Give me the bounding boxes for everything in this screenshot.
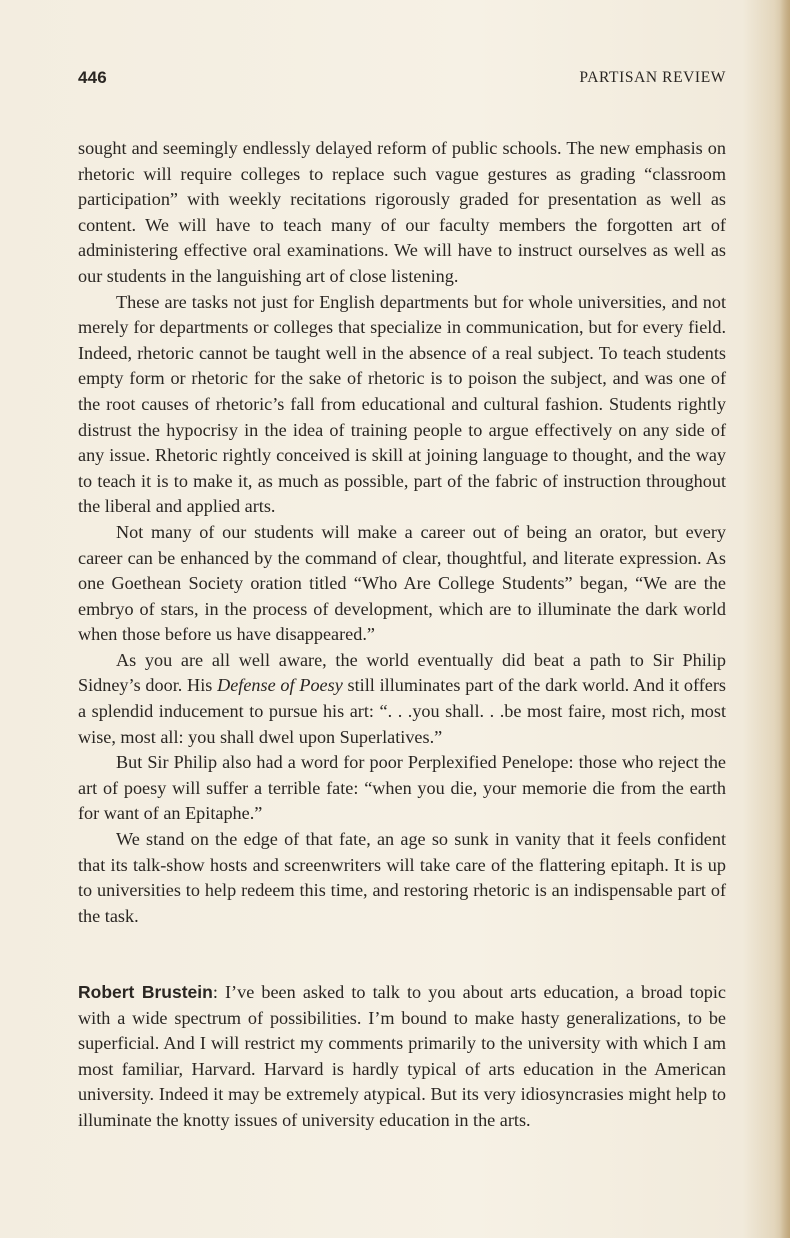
paragraph-3: Not many of our students will make a career out of being an orator, but every career can be enhanced by the command of clear, thoughtful, and literate expression. As one Goethean Society oration titled “Who Are College Students” began, “We are the embryo of stars, in the process of development, which are to illuminate the dark world when those before us have disappeared.” [78, 521, 726, 645]
speaker-name: Robert Brustein [78, 982, 213, 1002]
page-header [78, 68, 726, 92]
page-number: 446 [78, 68, 107, 87]
book-title-italic: Defense of Poesy [217, 675, 343, 696]
speaker-text: : I’ve been asked to talk to you about arts education, a broad topic with a wide spectrum of possibilities. I’m bound to make hasty generalizations, to be superficial. And I will restrict my comments primarily to the university with which I am most familiar, Harvard. Harvard is hardly typical of arts education in the American university. Indeed it may be extremely atypical. But its very idiosyncrasies might help to illuminate the knotty issues of university education in the arts. [78, 982, 727, 1130]
speaker-paragraph [78, 980, 726, 1134]
page-edge-shadow [780, 0, 790, 1238]
speaker-section [78, 980, 726, 1134]
paragraph-4-text-before: As you are all well aware, the world eventually did beat a path to Sir Philip Sidney’s door. His [78, 649, 726, 696]
paragraph-2: These are tasks not just for English departments but for whole universities, and not merely for departments or colleges that specialize in communication, but for every field. Indeed, rhetoric cannot be taught well in the absence of a real subject. To teach students empty form or rhetoric for the sake of rhetoric is to poison the subject, and was one of the root causes of rhetoric’s fall from educational and cultural fashion. Students rightly distrust the hypocrisy in the idea of training people to argue effectively on any side of any issue. Rhetoric rightly conceived is skill at joining language to thought, and the way to teach it is to make it, as much as possible, part of the fabric of instruction throughout the liberal and applied arts. [78, 291, 726, 517]
paragraph-1: sought and seemingly endlessly delayed reform of public schools. The new emphasis on rhetoric will require colleges to replace such vague gestures as grading “classroom participation” with weekly recitations rigorously graded for presentation as well as content. We will have to teach many of our faculty members the forgotten art of administering effective oral examinations. We will have to instruct ourselves as well as our students in the languishing art of close listening. [78, 138, 726, 286]
article-body [78, 136, 726, 929]
paragraph-6: We stand on the edge of that fate, an age so sunk in vanity that it feels confident that its talk-show hosts and screenwriters will take care of the flattering epitaph. It is up to universities to help redeem this time, and restoring rhetoric is an indispensable part of the task. [78, 829, 726, 926]
paragraph-4-text-after: still illuminates part of the dark world. And it offers a splendid inducement to pursue his art: “. . .you shall. . .be most faire, most rich, most wise, most all: you shall dwel upon Superlatives.” [78, 675, 726, 747]
paragraph-4 [78, 648, 726, 750]
paragraph-5: But Sir Philip also had a word for poor Perplexified Penelope: those who reject the art of poesy will suffer a terrible fate: “when you die, your memorie die from the earth for want of an Epitaphe.” [78, 752, 726, 824]
running-head: PARTISAN REVIEW [579, 69, 726, 86]
